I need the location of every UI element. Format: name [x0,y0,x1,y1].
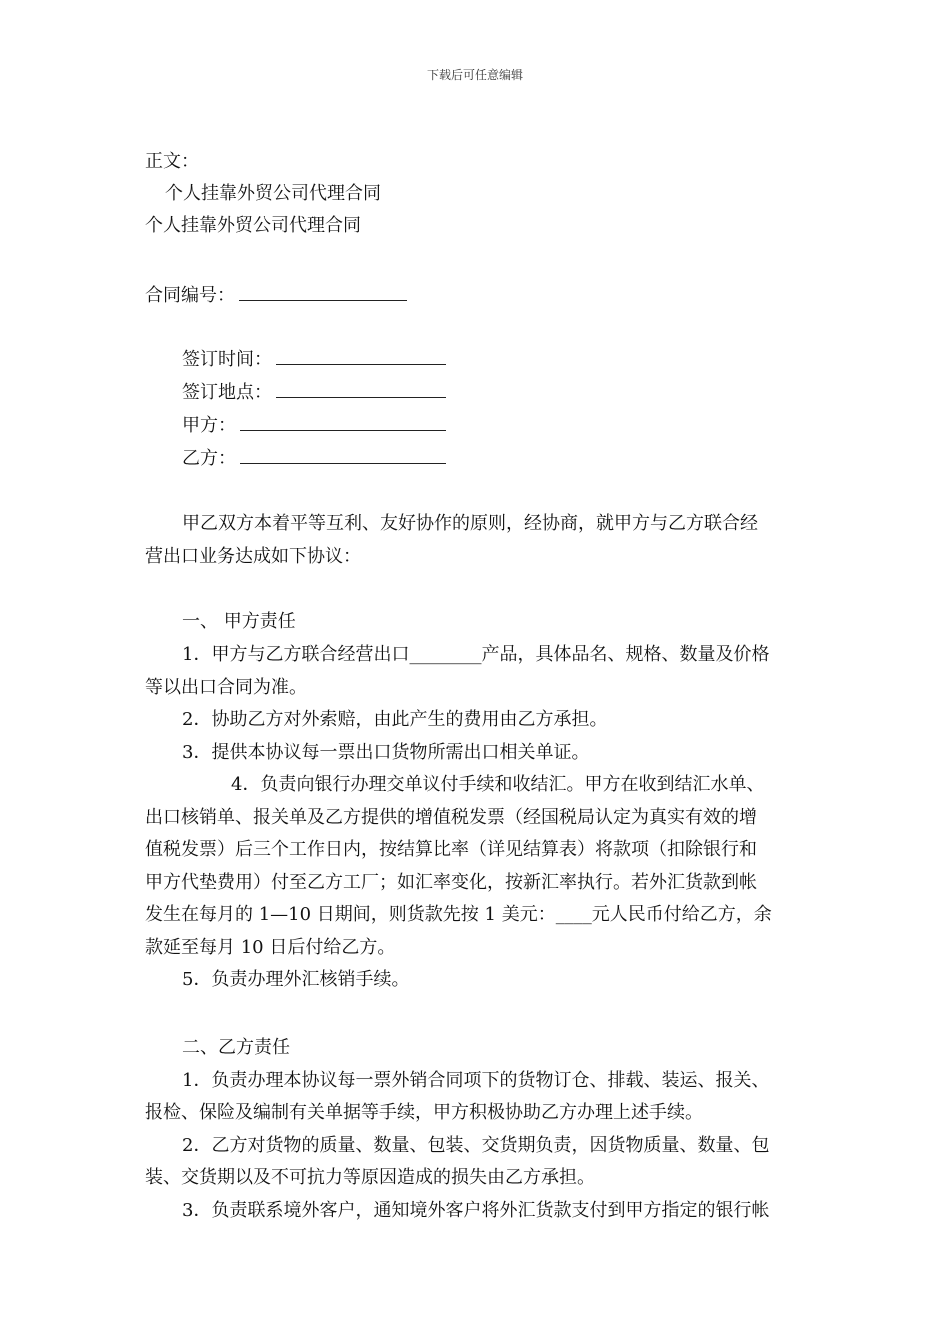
party-a-row [182,412,446,438]
contract-number-blank[interactable] [239,282,407,301]
section1-line: 1．甲方与乙方联合经营出口________产品，具体品名、规格、数量及价格 [182,644,770,665]
section2-line: 报检、保险及编制有关单据等手续，甲方积极协助乙方办理上述手续。 [145,1102,703,1123]
section1-line: 值税发票）后三个工作日内，按结算比率（详见结算表）将款项（扣除银行和 [145,839,757,860]
section1-line: 发生在每月的 1—10 日期间，则货款先按 1 美元：____元人民币付给乙方，余 [145,904,772,925]
contract-title: 个人挂靠外贸公司代理合同 [145,215,361,236]
sign-time-blank[interactable] [276,346,446,365]
sign-place-row [182,379,446,405]
section1-line: 5．负责办理外汇核销手续。 [182,969,410,990]
section2-line: 装、交货期以及不可抗力等原因造成的损失由乙方承担。 [145,1167,595,1188]
party-a-blank[interactable] [240,412,446,431]
contract-number-label: 合同编号： [145,285,235,306]
sign-time-label: 签订时间： [182,349,272,370]
contract-number-row [145,282,407,308]
party-b-blank[interactable] [240,445,446,464]
section1-line: 出口核销单、报关单及乙方提供的增值税发票（经国税局认定为真实有效的增 [145,807,757,828]
section2-heading: 二、乙方责任 [182,1037,290,1058]
section1-line: 甲方代垫费用）付至乙方工厂；如汇率变化，按新汇率执行。若外汇货款到帐 [145,872,757,893]
page-header: 下载后可任意编辑 [426,68,523,82]
body-label: 正文： [145,151,199,172]
sign-time-row [182,346,446,372]
section1-heading: 一、 甲方责任 [182,611,296,632]
sign-place-blank[interactable] [276,379,446,398]
section2-line: 2．乙方对货物的质量、数量、包装、交货期负责，因货物质量、数量、包 [182,1135,770,1156]
sign-place-label: 签订地点： [182,382,272,403]
section1-line: 款延至每月 10 日后付给乙方。 [145,937,396,958]
party-b-label: 乙方： [182,448,236,469]
preamble-line: 甲乙双方本着平等互利、友好协作的原则，经协商，就甲方与乙方联合经 [182,513,758,534]
party-b-row [182,445,446,471]
section2-line: 3．负责联系境外客户，通知境外客户将外汇货款支付到甲方指定的银行帐 [182,1200,770,1221]
section1-line: 3．提供本协议每一票出口货物所需出口相关单证。 [182,742,590,763]
contract-title-indented: 个人挂靠外贸公司代理合同 [165,183,381,204]
section2-line: 1．负责办理本协议每一票外销合同项下的货物订仓、排载、装运、报关、 [182,1070,770,1091]
section1-line: 2．协助乙方对外索赔，由此产生的费用由乙方承担。 [182,709,608,730]
section1-line: 等以出口合同为准。 [145,677,307,698]
party-a-label: 甲方： [182,415,236,436]
section1-line: 4．负责向银行办理交单议付手续和收结汇。甲方在收到结汇水单、 [231,774,765,795]
preamble-line: 营出口业务达成如下协议： [145,546,361,567]
